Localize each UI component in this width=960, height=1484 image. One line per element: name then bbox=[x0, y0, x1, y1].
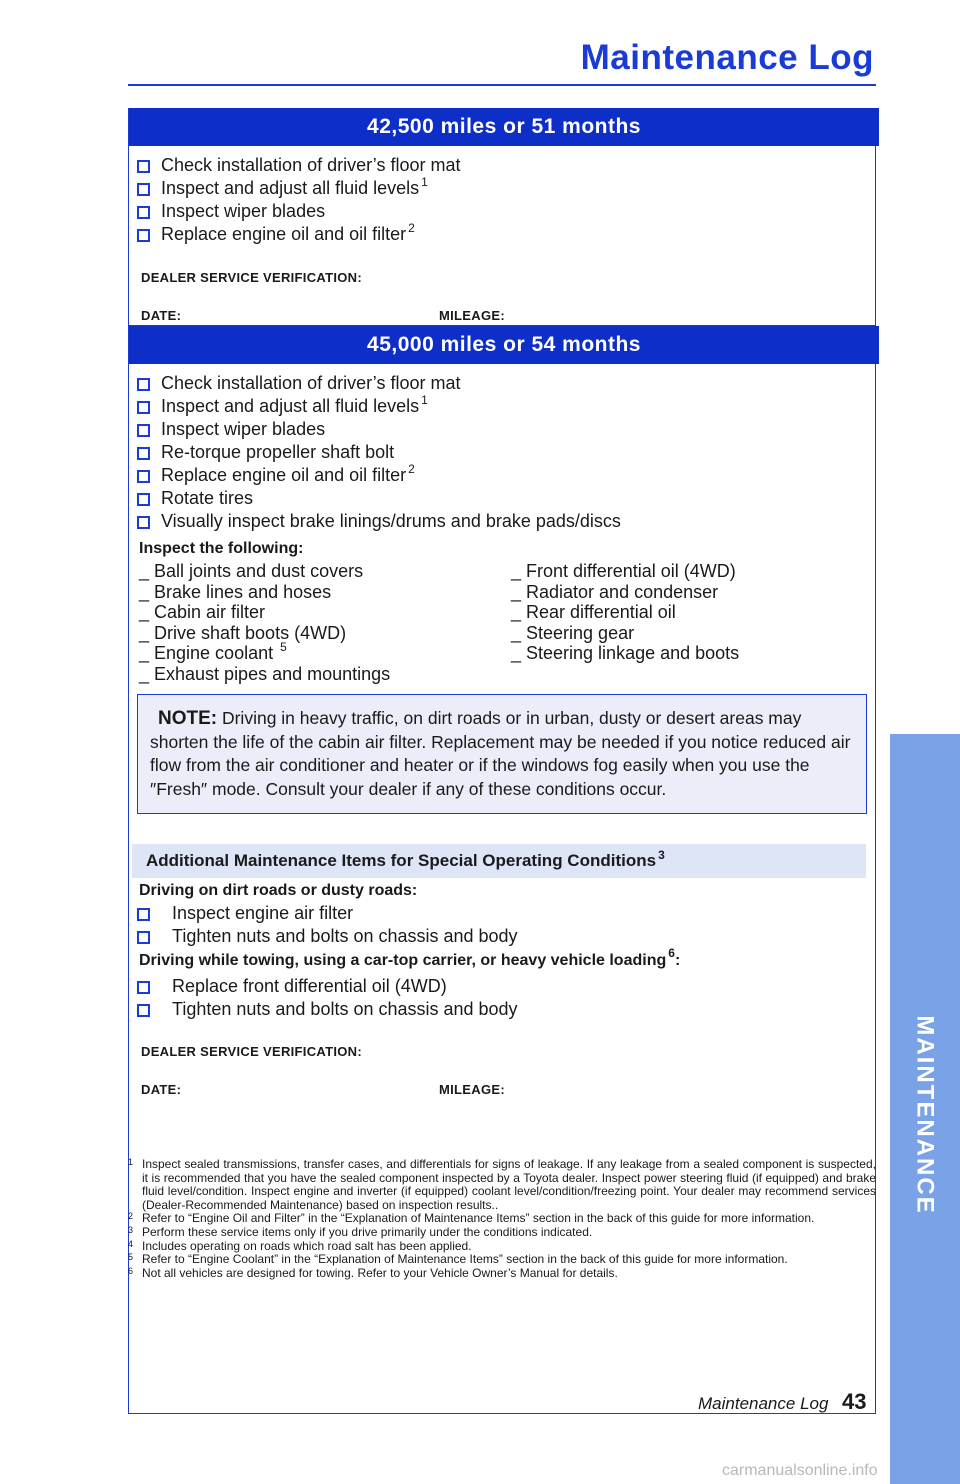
checkbox[interactable] bbox=[137, 470, 150, 483]
inspect-item: _ Steering gear bbox=[511, 622, 635, 643]
footnote: 5 Refer to “Engine Coolant” in the “Explanation of Maintenance Items” section in the back of this guide for more information. bbox=[128, 1252, 788, 1267]
dirt-roads-heading: Driving on dirt roads or dusty roads: bbox=[139, 882, 418, 899]
checkbox[interactable] bbox=[137, 493, 150, 506]
checklist-item-label: Inspect and adjust all fluid levels bbox=[161, 396, 420, 416]
inspect-item: _ Front differential oil (4WD) bbox=[511, 561, 736, 581]
side-tab-label-wrap bbox=[905, 1010, 945, 1220]
footnote: 1 Inspect sealed transmissions, transfer cases, and differentials for signs of leakage. If any leakage from a sealed component is suspected, it is recommended that you have the sealed component inspected by a Toyota dealer. Inspect power steering fluid (if equipped) and brake fluid level/condition. Inspect engine and inverter (if equipped) coolant level/condition/freezing point. Your dealer may recommend services (Dealer-Recommended Maintenance) based on inspection results.. bbox=[128, 1157, 876, 1212]
footnote: 3 Perform these service items only if you drive primarily under the conditions indicated. bbox=[128, 1224, 593, 1239]
checkbox[interactable] bbox=[137, 908, 150, 921]
inspect-item: _ Cabin air filter bbox=[139, 602, 266, 622]
page-title: Maintenance Log bbox=[580, 38, 874, 77]
footnote-ref: 1 bbox=[421, 175, 428, 189]
dirt-roads-list bbox=[137, 903, 518, 949]
maintenance-section-42500 bbox=[128, 108, 876, 326]
additional-maintenance-title: Additional Maintenance Items for Special Operating Conditions bbox=[146, 851, 657, 870]
checklist-item bbox=[137, 175, 460, 201]
checkbox[interactable] bbox=[137, 229, 150, 242]
footnote-ref: 2 bbox=[408, 462, 415, 476]
footer-label: Maintenance Log bbox=[698, 1394, 829, 1413]
footnotes bbox=[128, 1158, 876, 1280]
dealer-verification-label: DEALER SERVICE VERIFICATION: bbox=[141, 270, 362, 285]
checklist-item bbox=[137, 221, 460, 247]
checkbox[interactable] bbox=[137, 1004, 150, 1017]
checklist-item bbox=[137, 462, 621, 488]
side-tab-label: MAINTENANCE bbox=[912, 1015, 940, 1215]
checkbox[interactable] bbox=[137, 424, 150, 437]
inspect-item: _ Drive shaft boots (4WD) bbox=[139, 622, 347, 643]
checklist-item-label: Inspect wiper blades bbox=[161, 419, 326, 439]
checkbox[interactable] bbox=[137, 447, 150, 460]
inspect-item: _ Rear differential oil bbox=[511, 602, 676, 622]
checkbox[interactable] bbox=[137, 160, 150, 173]
checklist-item-label: Inspect engine air filter bbox=[172, 903, 354, 923]
mileage-label: MILEAGE: bbox=[439, 308, 505, 323]
checklist-item-label: Tighten nuts and bolts on chassis and body bbox=[172, 926, 518, 946]
towing-heading: Driving while towing, using a car-top carrier, or heavy vehicle loading $^6$: bbox=[139, 946, 681, 969]
inspect-item: _ Exhaust pipes and mountings bbox=[139, 663, 391, 684]
inspect-heading: Inspect the following: bbox=[139, 540, 304, 557]
checklist-item-label: Check installation of driver’s floor mat bbox=[161, 155, 461, 175]
checklist-item bbox=[137, 976, 518, 999]
footnote-ref: 3 bbox=[658, 848, 665, 862]
footnote: 4 Includes operating on roads which road salt has been applied. bbox=[128, 1238, 472, 1253]
checklist-item bbox=[137, 393, 621, 419]
inspect-item: _ Steering linkage and boots bbox=[511, 643, 740, 663]
checkbox[interactable] bbox=[137, 931, 150, 944]
inspect-item: _ Radiator and condenser bbox=[511, 581, 719, 602]
towing-list bbox=[137, 976, 518, 1022]
checkbox[interactable] bbox=[137, 378, 150, 391]
checklist-item-label: Check installation of driver’s floor mat bbox=[161, 373, 461, 393]
checklist-item bbox=[137, 488, 621, 511]
footnote: 2 Refer to “Engine Oil and Filter” in the “Explanation of Maintenance Items” section in the back of this guide for more information. bbox=[128, 1211, 815, 1226]
section-title: 45,000 miles or 54 months bbox=[129, 326, 879, 364]
checklist-item bbox=[137, 442, 621, 465]
checklist bbox=[137, 155, 460, 247]
checklist-item-label: Inspect and adjust all fluid levels bbox=[161, 178, 420, 198]
checklist-item bbox=[137, 155, 460, 178]
page-number: 43 bbox=[842, 1389, 867, 1414]
inspect-list-right bbox=[511, 561, 739, 664]
footnote-ref: 1 bbox=[421, 393, 428, 407]
checklist-item bbox=[137, 373, 621, 396]
checkbox[interactable] bbox=[137, 516, 150, 529]
checklist-item-label: Re-torque propeller shaft bolt bbox=[161, 442, 395, 462]
checklist-item-label: Visually inspect brake linings/drums and brake pads/discs bbox=[161, 511, 621, 531]
checklist-item-label: Rotate tires bbox=[161, 488, 254, 508]
inspect-item: _ Engine coolant $^5$ bbox=[139, 640, 287, 663]
watermark: carmanualsonline.info bbox=[722, 1462, 878, 1479]
note-label: NOTE: bbox=[158, 708, 218, 729]
checkbox[interactable] bbox=[137, 206, 150, 219]
checklist-item bbox=[137, 419, 621, 442]
checklist-item bbox=[137, 926, 518, 949]
section-title: 42,500 miles or 51 months bbox=[129, 108, 879, 146]
checklist bbox=[137, 373, 621, 534]
checkbox[interactable] bbox=[137, 183, 150, 196]
inspect-list-left bbox=[139, 561, 390, 684]
checklist-item-label: Replace engine oil and oil filter bbox=[161, 224, 407, 244]
dealer-verification-label: DEALER SERVICE VERIFICATION: bbox=[141, 1044, 362, 1059]
inspect-item: _ Ball joints and dust covers bbox=[139, 561, 364, 581]
checklist-item-label: Replace front differential oil (4WD) bbox=[172, 976, 447, 996]
footnote-ref: 6 bbox=[668, 946, 675, 960]
checklist-item bbox=[137, 511, 621, 534]
checklist-item-label: Inspect wiper blades bbox=[161, 201, 326, 221]
checklist-item-label: Tighten nuts and bolts on chassis and body bbox=[172, 999, 518, 1019]
checklist-item bbox=[137, 903, 518, 926]
note-text: Driving in heavy traffic, on dirt roads or in urban, dusty or desert areas may shorten the life of the cabin air filter. Replacement may be needed if you notice reduced air flow from the air conditioner and heater or if the windows fog easily when you use the ″Fresh″ mode. Consult your dealer if any of these conditions occur. bbox=[150, 708, 851, 799]
footnote-ref: 5 bbox=[280, 640, 287, 654]
checklist-item bbox=[137, 999, 518, 1022]
footnote-ref: 2 bbox=[408, 221, 415, 235]
footnote: 6 Not all vehicles are designed for towing. Refer to your Vehicle Owner’s Manual for details. bbox=[128, 1265, 618, 1280]
mileage-label: MILEAGE: bbox=[439, 1082, 505, 1097]
date-label: DATE: bbox=[141, 1082, 182, 1097]
checkbox[interactable] bbox=[137, 401, 150, 414]
inspect-item: _ Brake lines and hoses bbox=[139, 581, 332, 602]
checklist-item-label: Replace engine oil and oil filter bbox=[161, 465, 407, 485]
checkbox[interactable] bbox=[137, 981, 150, 994]
additional-maintenance-header bbox=[132, 844, 866, 878]
date-label: DATE: bbox=[141, 308, 182, 323]
note-box bbox=[137, 694, 867, 814]
title-divider bbox=[128, 84, 876, 86]
